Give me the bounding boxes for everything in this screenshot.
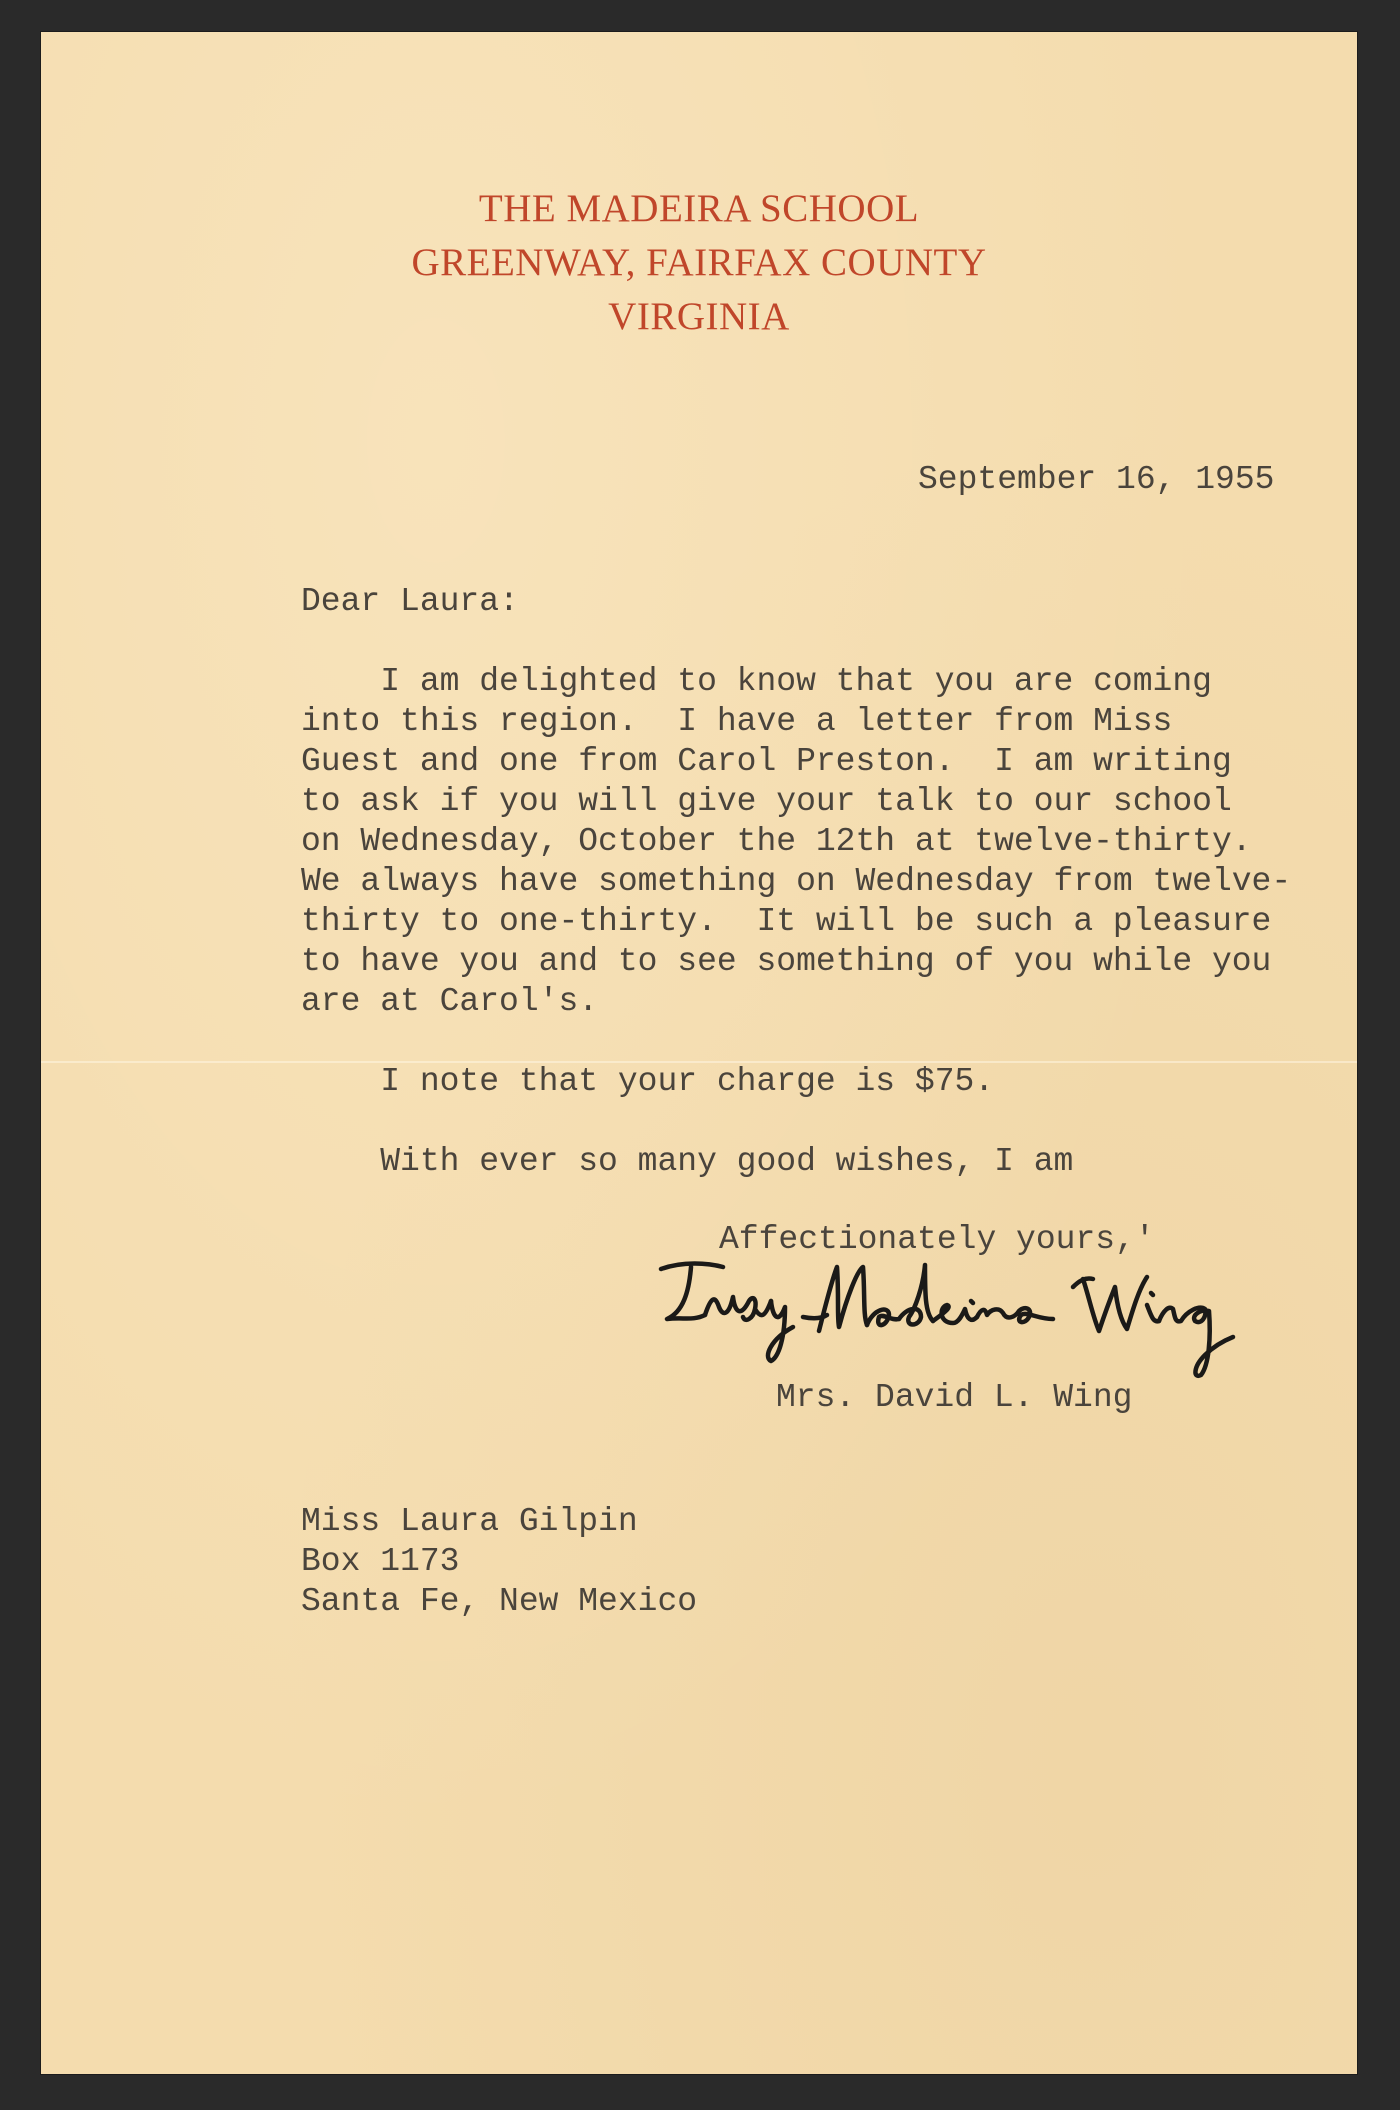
body-paragraph-2: I note that your charge is $75. (301, 1063, 995, 1100)
recipient-city: Santa Fe, New Mexico (301, 1583, 698, 1620)
body-paragraph-3: With ever so many good wishes, I am (301, 1143, 1074, 1180)
letterhead-location: GREENWAY, FAIRFAX COUNTY (411, 241, 987, 284)
recipient-box: Box 1173 (301, 1543, 460, 1580)
handwritten-signature (653, 1257, 1243, 1387)
body-paragraph-1: I am delighted to know that you are coming into this region. I have a letter from Miss Guest and one from Carol Preston. I am writing to ask if you will give your talk to our school on Wednesday, October the 12th at twelve-thirty. We always have something on Wednesday from twelve- thirty to one-thirty. It will be such a pleasure to have you and to see something of you while you are at Carol's. (301, 663, 1292, 1020)
complimentary-closing: Affectionately yours,' (719, 1221, 1155, 1258)
letterhead (41, 182, 1357, 344)
signer-name: Mrs. David L. Wing (776, 1379, 1133, 1416)
salutation: Dear Laura: (301, 583, 519, 620)
letter-date: September 16, 1955 (918, 461, 1275, 498)
letterhead-school-name: THE MADEIRA SCHOOL (478, 187, 920, 230)
recipient-name: Miss Laura Gilpin (301, 1503, 638, 1540)
recipient-address (301, 1502, 697, 1622)
letterhead-state: VIRGINIA (608, 295, 790, 338)
letter-page (41, 32, 1357, 2074)
